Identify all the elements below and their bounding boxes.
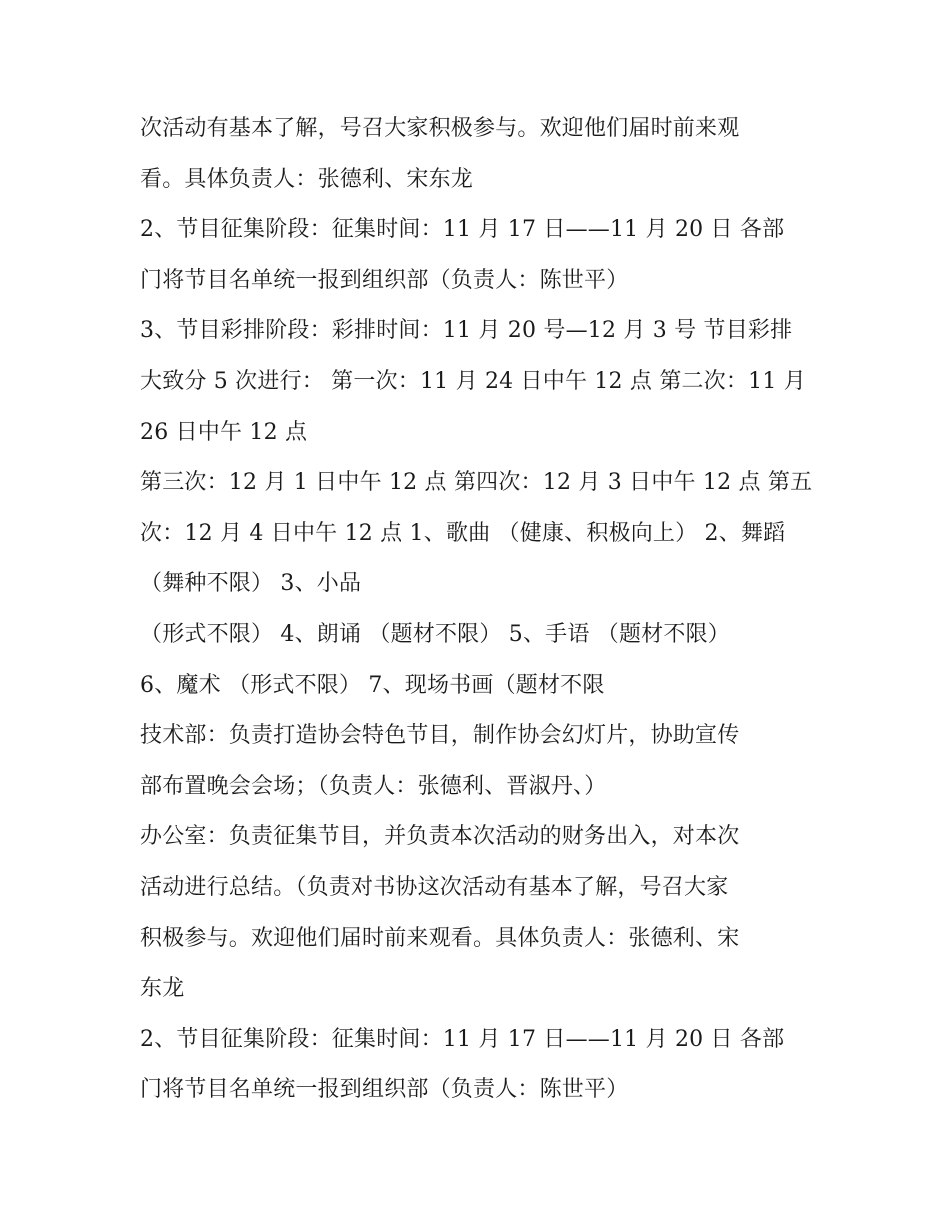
text-line-13: 技术部：负责打造协会特色节目，制作协会幻灯片，协助宣传 (140, 723, 740, 749)
document-body (140, 104, 830, 1116)
text-line-7: 26 日中午 12 点 (140, 419, 308, 445)
text-line-1: 次活动有基本了解，号召大家积极参与。欢迎他们届时前来观 (140, 116, 740, 141)
text-line-8: 第三次：12 月 1 日中午 12 点 第四次：12 月 3 日中午 12 点 第五 (140, 470, 813, 496)
text-line-16: 活动进行总结。（负责对书协这次活动有基本了解，号召大家 (140, 874, 729, 900)
text-line-15: 办公室：负责征集节目，并负责本次活动的财务出入，对本次 (140, 824, 740, 850)
text-line-18: 东龙 (140, 976, 185, 1002)
text-line-10: （舞种不限） 3、小品 (140, 571, 362, 597)
text-line-2: 看。具体负责人：张德利、宋东龙 (140, 166, 474, 192)
text-line-14: 部布置晚会会场；（负责人：张德利、晋淑丹、） (140, 773, 607, 799)
text-line-6: 大致分 5 次进行： 第一次：11 月 24 日中午 12 点 第二次：11 月 (140, 368, 806, 394)
text-line-20: 门将节目名单统一报到组织部（负责人：陈世平） (140, 1077, 629, 1103)
text-line-19: 2、节目征集阶段：征集时间：11 月 17 日——11 月 20 日 各部 (140, 1026, 785, 1052)
text-line-3: 2、节目征集阶段：征集时间：11 月 17 日——11 月 20 日 各部 (140, 217, 785, 243)
text-line-9: 次：12 月 4 日中午 12 点 1、歌曲 （健康、积极向上） 2、舞蹈 (140, 520, 786, 546)
text-line-5: 3、节目彩排阶段：彩排时间：11 月 20 号—12 月 3 号 节目彩排 (140, 318, 793, 344)
text-line-4: 门将节目名单统一报到组织部（负责人：陈世平） (140, 267, 629, 293)
text-line-12: 6、魔术 （形式不限） 7、现场书画（题材不限 (140, 672, 605, 698)
text-line-17: 积极参与。欢迎他们届时前来观看。具体负责人：张德利、宋 (140, 925, 740, 951)
text-line-11: （形式不限） 4、朗诵 （题材不限） 5、手语 （题材不限） (140, 621, 730, 647)
